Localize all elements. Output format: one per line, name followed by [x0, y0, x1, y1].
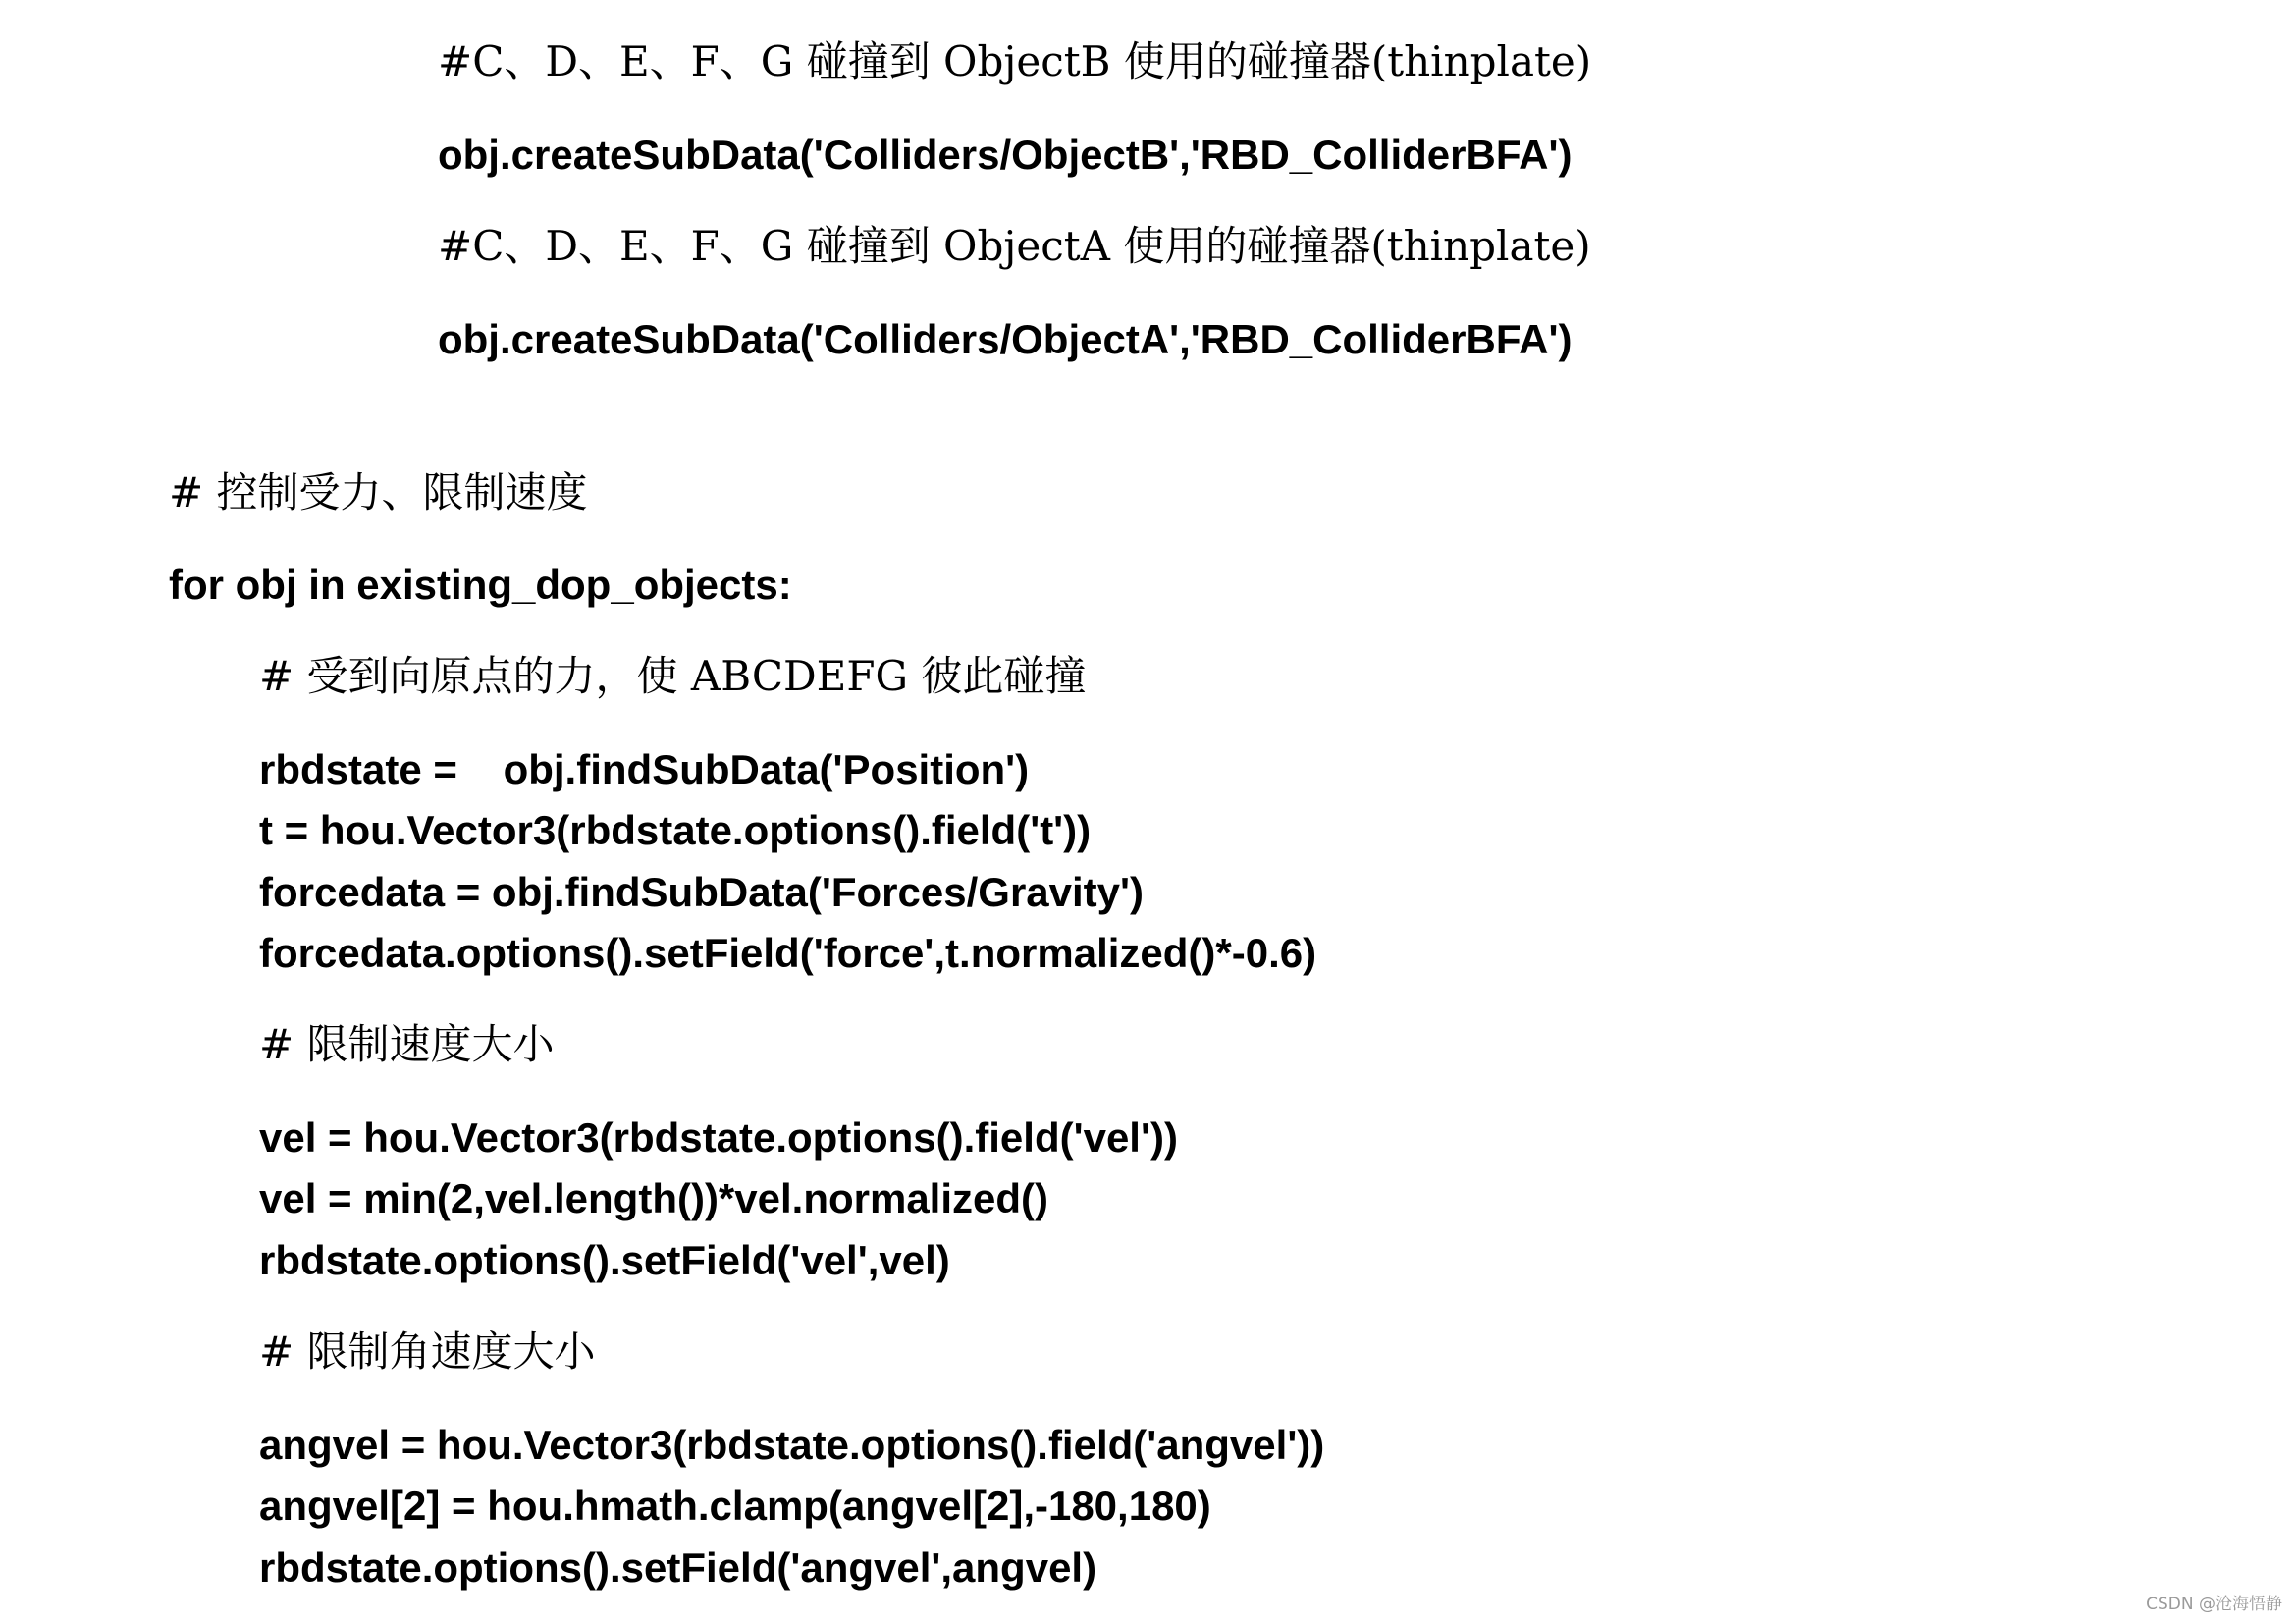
code-line-vel-min: vel = min(2,vel.length())*vel.normalized(): [259, 1175, 1049, 1221]
code-comment-objecta: #C、D、E、F、G 碰撞到 ObjectA 使用的碰撞器(thinplate): [438, 222, 1591, 270]
code-line-setfield-force: forcedata.options().setField('force',t.normalized()*-0.6): [259, 930, 1317, 976]
code-comment-control: # 控制受力、限制速度: [169, 468, 588, 516]
code-line-forcedata: forcedata = obj.findSubData('Forces/Gravity'): [259, 869, 1144, 915]
code-line-setfield-angvel: rbdstate.options().setField('angvel',angvel): [259, 1544, 1097, 1591]
code-comment-vel: # 限制速度大小: [259, 1020, 555, 1068]
code-comment-force: # 受到向原点的力，使 ABCDEFG 彼此碰撞: [259, 652, 1087, 700]
code-comment-objectb: #C、D、E、F、G 碰撞到 ObjectB 使用的碰撞器(thinplate): [438, 37, 1592, 85]
code-line-create-objectb: obj.createSubData('Colliders/ObjectB','RBD_ColliderBFA'): [438, 132, 1573, 178]
code-comment-angvel: # 限制角速度大小: [259, 1327, 596, 1376]
code-line-angvel-clamp: angvel[2] = hou.hmath.clamp(angvel[2],-180,180): [259, 1483, 1211, 1529]
code-line-create-objecta: obj.createSubData('Colliders/ObjectA','RBD_ColliderBFA'): [438, 316, 1573, 362]
code-line-for-loop: for obj in existing_dop_objects:: [169, 562, 792, 608]
code-line-t-vector: t = hou.Vector3(rbdstate.options().field('t')): [259, 807, 1092, 853]
code-line-setfield-vel: rbdstate.options().setField('vel',vel): [259, 1237, 950, 1283]
csdn-watermark: CSDN @沧海悟静: [2146, 1595, 2282, 1614]
code-line-vel-vector: vel = hou.Vector3(rbdstate.options().field('vel')): [259, 1114, 1178, 1161]
code-line-angvel-vector: angvel = hou.Vector3(rbdstate.options().field('angvel')): [259, 1422, 1325, 1468]
code-line-rbdstate: rbdstate = obj.findSubData('Position'): [259, 746, 1030, 792]
